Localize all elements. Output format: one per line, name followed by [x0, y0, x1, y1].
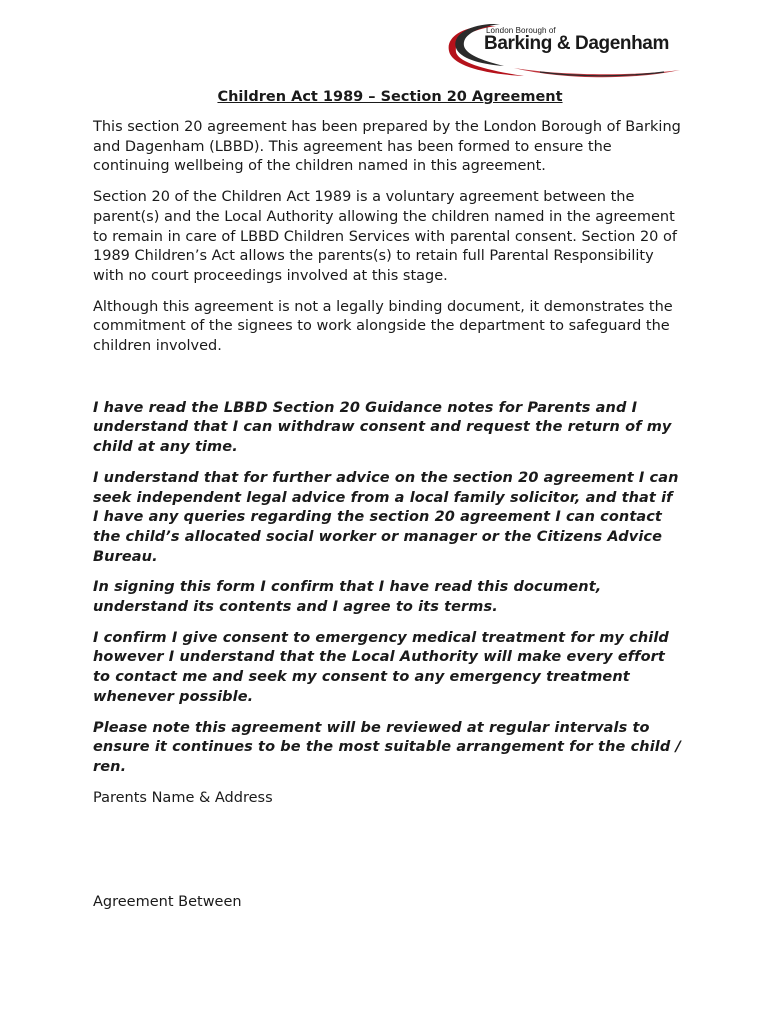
section20-paragraph: Section 20 of the Children Act 1989 is a voluntary agreement between the parent(s) and the Local Authority allowing the children named in the agreement to remain in care of LBBD Children Services with parental consent. Section 20 of 1989 Children’s Act allows the parents(s) to retain full Parental Responsibility with no court proceedings involved at this stage. [93, 189, 677, 284]
document-body [93, 88, 683, 924]
logo-small-text: London Borough of [486, 26, 556, 35]
spacer [93, 368, 683, 399]
logo-big-text: Barking & Dagenham [484, 33, 669, 54]
council-logo [444, 20, 734, 80]
declaration-review: Please note this agreement will be reviewed at regular intervals to ensure it continues to be the most suitable arrangement for the child / ren. [93, 719, 681, 775]
parents-blank-space [93, 819, 683, 893]
agreement-between-label: Agreement Between [93, 894, 242, 911]
intro-paragraph: This section 20 agreement has been prepared by the London Borough of Barking and Dagenham (LBBD). This agreement has been formed to ensure the continuing wellbeing of the children named in this agreement. [93, 119, 681, 175]
declaration-withdraw-consent: I have read the LBBD Section 20 Guidance notes for Parents and I understand that I can withdraw consent and request the return of my child at any time. [93, 399, 672, 456]
binding-paragraph: Although this agreement is not a legally binding document, it demonstrates the commitment of the signees to work alongside the department to safeguard the children involved. [93, 298, 673, 355]
declaration-signing: In signing this form I confirm that I have read this document, understand its contents and I agree to its terms. [93, 579, 602, 616]
document-title: Children Act 1989 – Section 20 Agreement [217, 89, 563, 105]
parents-name-address-label: Parents Name & Address [93, 789, 273, 806]
declaration-medical-consent: I confirm I give consent to emergency medical treatment for my child however I understand that the Local Authority will make every effort to contact me and seek my consent to any emergency treatment whenever possible. [93, 629, 669, 705]
declaration-legal-advice: I understand that for further advice on the section 20 agreement I can seek independent legal advice from a local family solicitor, and that if I have any queries regarding the section 20 agreement I can contact the child’s allocated social worker or manager or the Citizens Advice Bureau. [93, 469, 679, 565]
